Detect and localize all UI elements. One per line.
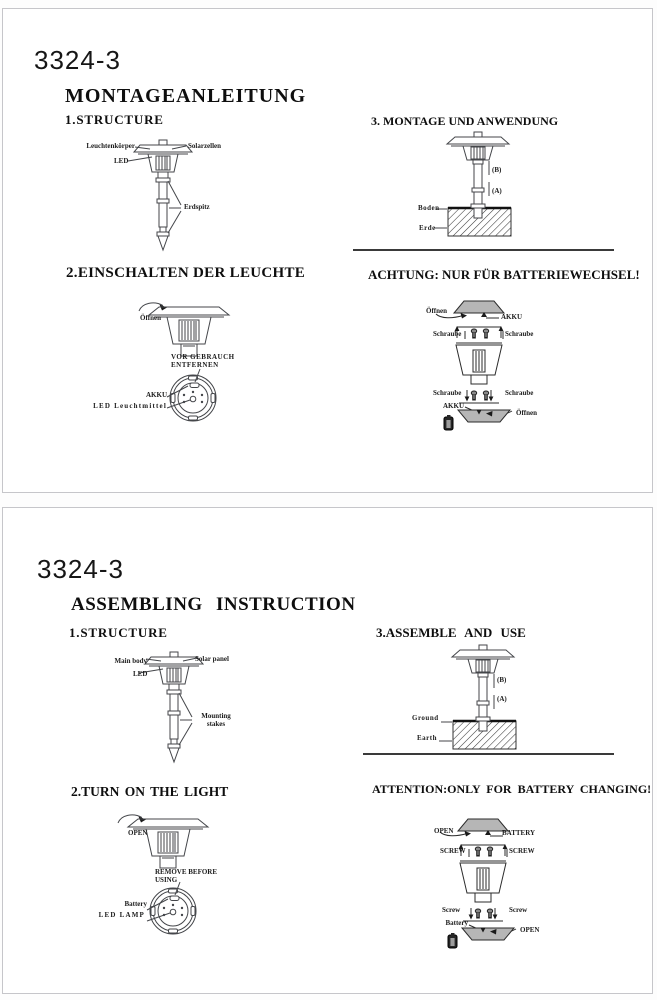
model-number: 3324-3 bbox=[37, 554, 124, 584]
label-screw-top-right: Schraube bbox=[505, 330, 534, 338]
label-dim-b: (B) bbox=[492, 166, 502, 174]
diagram-battery-change-en bbox=[428, 816, 568, 951]
column-divider-de bbox=[353, 249, 614, 251]
model-number: 3324-3 bbox=[34, 45, 121, 75]
section-heading-attention-de: ACHTUNG: NUR FÜR BATTERIEWECHSEL! bbox=[368, 267, 640, 282]
label-led: LED bbox=[114, 157, 129, 165]
label-dim-a: (A) bbox=[497, 695, 507, 703]
label-screw-bottom-left: Screw bbox=[442, 906, 461, 914]
label-battery: AKKU bbox=[146, 391, 167, 399]
label-battery-top: AKKU bbox=[501, 313, 522, 321]
install-art bbox=[408, 643, 623, 753]
label-screw-top-right: SCREW bbox=[509, 847, 535, 855]
diagram-install-en bbox=[408, 643, 623, 753]
label-remove-line1: REMOVE BEFORE bbox=[155, 868, 218, 876]
lamp-structure-art bbox=[78, 137, 248, 252]
label-ground: Boden bbox=[418, 204, 440, 212]
label-open-top: Öffnen bbox=[426, 307, 447, 315]
label-battery-top: BATTERY bbox=[502, 829, 536, 837]
doc-title-en: ASSEMBLING INSTRUCTION bbox=[71, 594, 356, 615]
section-heading-turnon-de: 2.EINSCHALTEN DER LEUCHTE bbox=[66, 265, 306, 281]
label-stake: Mounting stakes bbox=[201, 712, 231, 729]
diagram-structure-en bbox=[89, 649, 259, 764]
label-screw-top-left: Schraube bbox=[433, 330, 462, 338]
page-english bbox=[2, 507, 653, 994]
battery-change-art bbox=[424, 298, 564, 433]
label-main-body: Leuchtenkörper bbox=[86, 142, 135, 150]
label-dim-a: (A) bbox=[492, 187, 502, 195]
section-heading-assemble-en: 3.ASSEMBLE AND USE bbox=[376, 625, 526, 640]
diagram-bottom-view-de bbox=[83, 346, 243, 441]
label-screw-bottom-right: Screw bbox=[509, 906, 528, 914]
label-led-lamp: LED Leuchtmittel bbox=[93, 402, 167, 410]
label-open-bottom: OPEN bbox=[520, 926, 540, 934]
label-battery-bottom: Battery bbox=[445, 919, 468, 927]
label-led: LED bbox=[133, 670, 148, 678]
diagram-bottom-view-en bbox=[63, 859, 223, 954]
diagram-structure-de bbox=[78, 137, 248, 252]
label-remove-line2: USING bbox=[155, 876, 178, 884]
label-remove-line1: VOR GEBRAUCH bbox=[171, 353, 235, 361]
diagram-battery-change-de bbox=[424, 298, 564, 433]
label-screw-bottom-left: Schraube bbox=[433, 389, 462, 397]
label-dim-b: (B) bbox=[497, 676, 507, 684]
label-main-body: Main body bbox=[114, 657, 147, 665]
section-heading-turnon-en: 2.TURN ON THE LIGHT bbox=[71, 784, 229, 799]
label-battery-bottom: AKKU bbox=[443, 402, 464, 410]
section-heading-assemble-de: 3. MONTAGE UND ANWENDUNG bbox=[371, 114, 559, 128]
label-earth: Earth bbox=[417, 734, 437, 742]
section-heading-structure-de: 1.STRUCTURE bbox=[65, 112, 164, 127]
label-solar-panel: Solarzellen bbox=[188, 142, 222, 150]
label-screw-bottom-right: Schraube bbox=[505, 389, 534, 397]
section-heading-structure-en: 1.STRUCTURE bbox=[69, 625, 168, 640]
label-solar-panel: Solar panel bbox=[195, 655, 229, 663]
page-german bbox=[2, 8, 653, 493]
label-ground: Ground bbox=[412, 714, 439, 722]
section-heading-attention-en: ATTENTION:ONLY FOR BATTERY CHANGING! bbox=[372, 782, 652, 796]
battery-change-art bbox=[428, 816, 568, 951]
label-screw-top-left: SCREW bbox=[440, 847, 466, 855]
label-open: OPEN bbox=[128, 829, 148, 837]
lamp-structure-art bbox=[89, 649, 259, 764]
column-divider-en bbox=[363, 753, 614, 755]
doc-title-de: MONTAGEANLEITUNG bbox=[65, 85, 307, 107]
label-remove-line2: ENTFERNEN bbox=[171, 361, 219, 369]
label-open-top: OPEN bbox=[434, 827, 454, 835]
label-open-bottom: Öffnen bbox=[516, 409, 537, 417]
diagram-install-de bbox=[403, 130, 618, 240]
label-stake: Erdspitz bbox=[184, 203, 210, 211]
label-led-lamp: LED LAMP bbox=[98, 911, 145, 919]
label-open: Öffnen bbox=[140, 314, 161, 322]
label-earth: Erde bbox=[419, 224, 436, 232]
label-battery: Battery bbox=[124, 900, 147, 908]
